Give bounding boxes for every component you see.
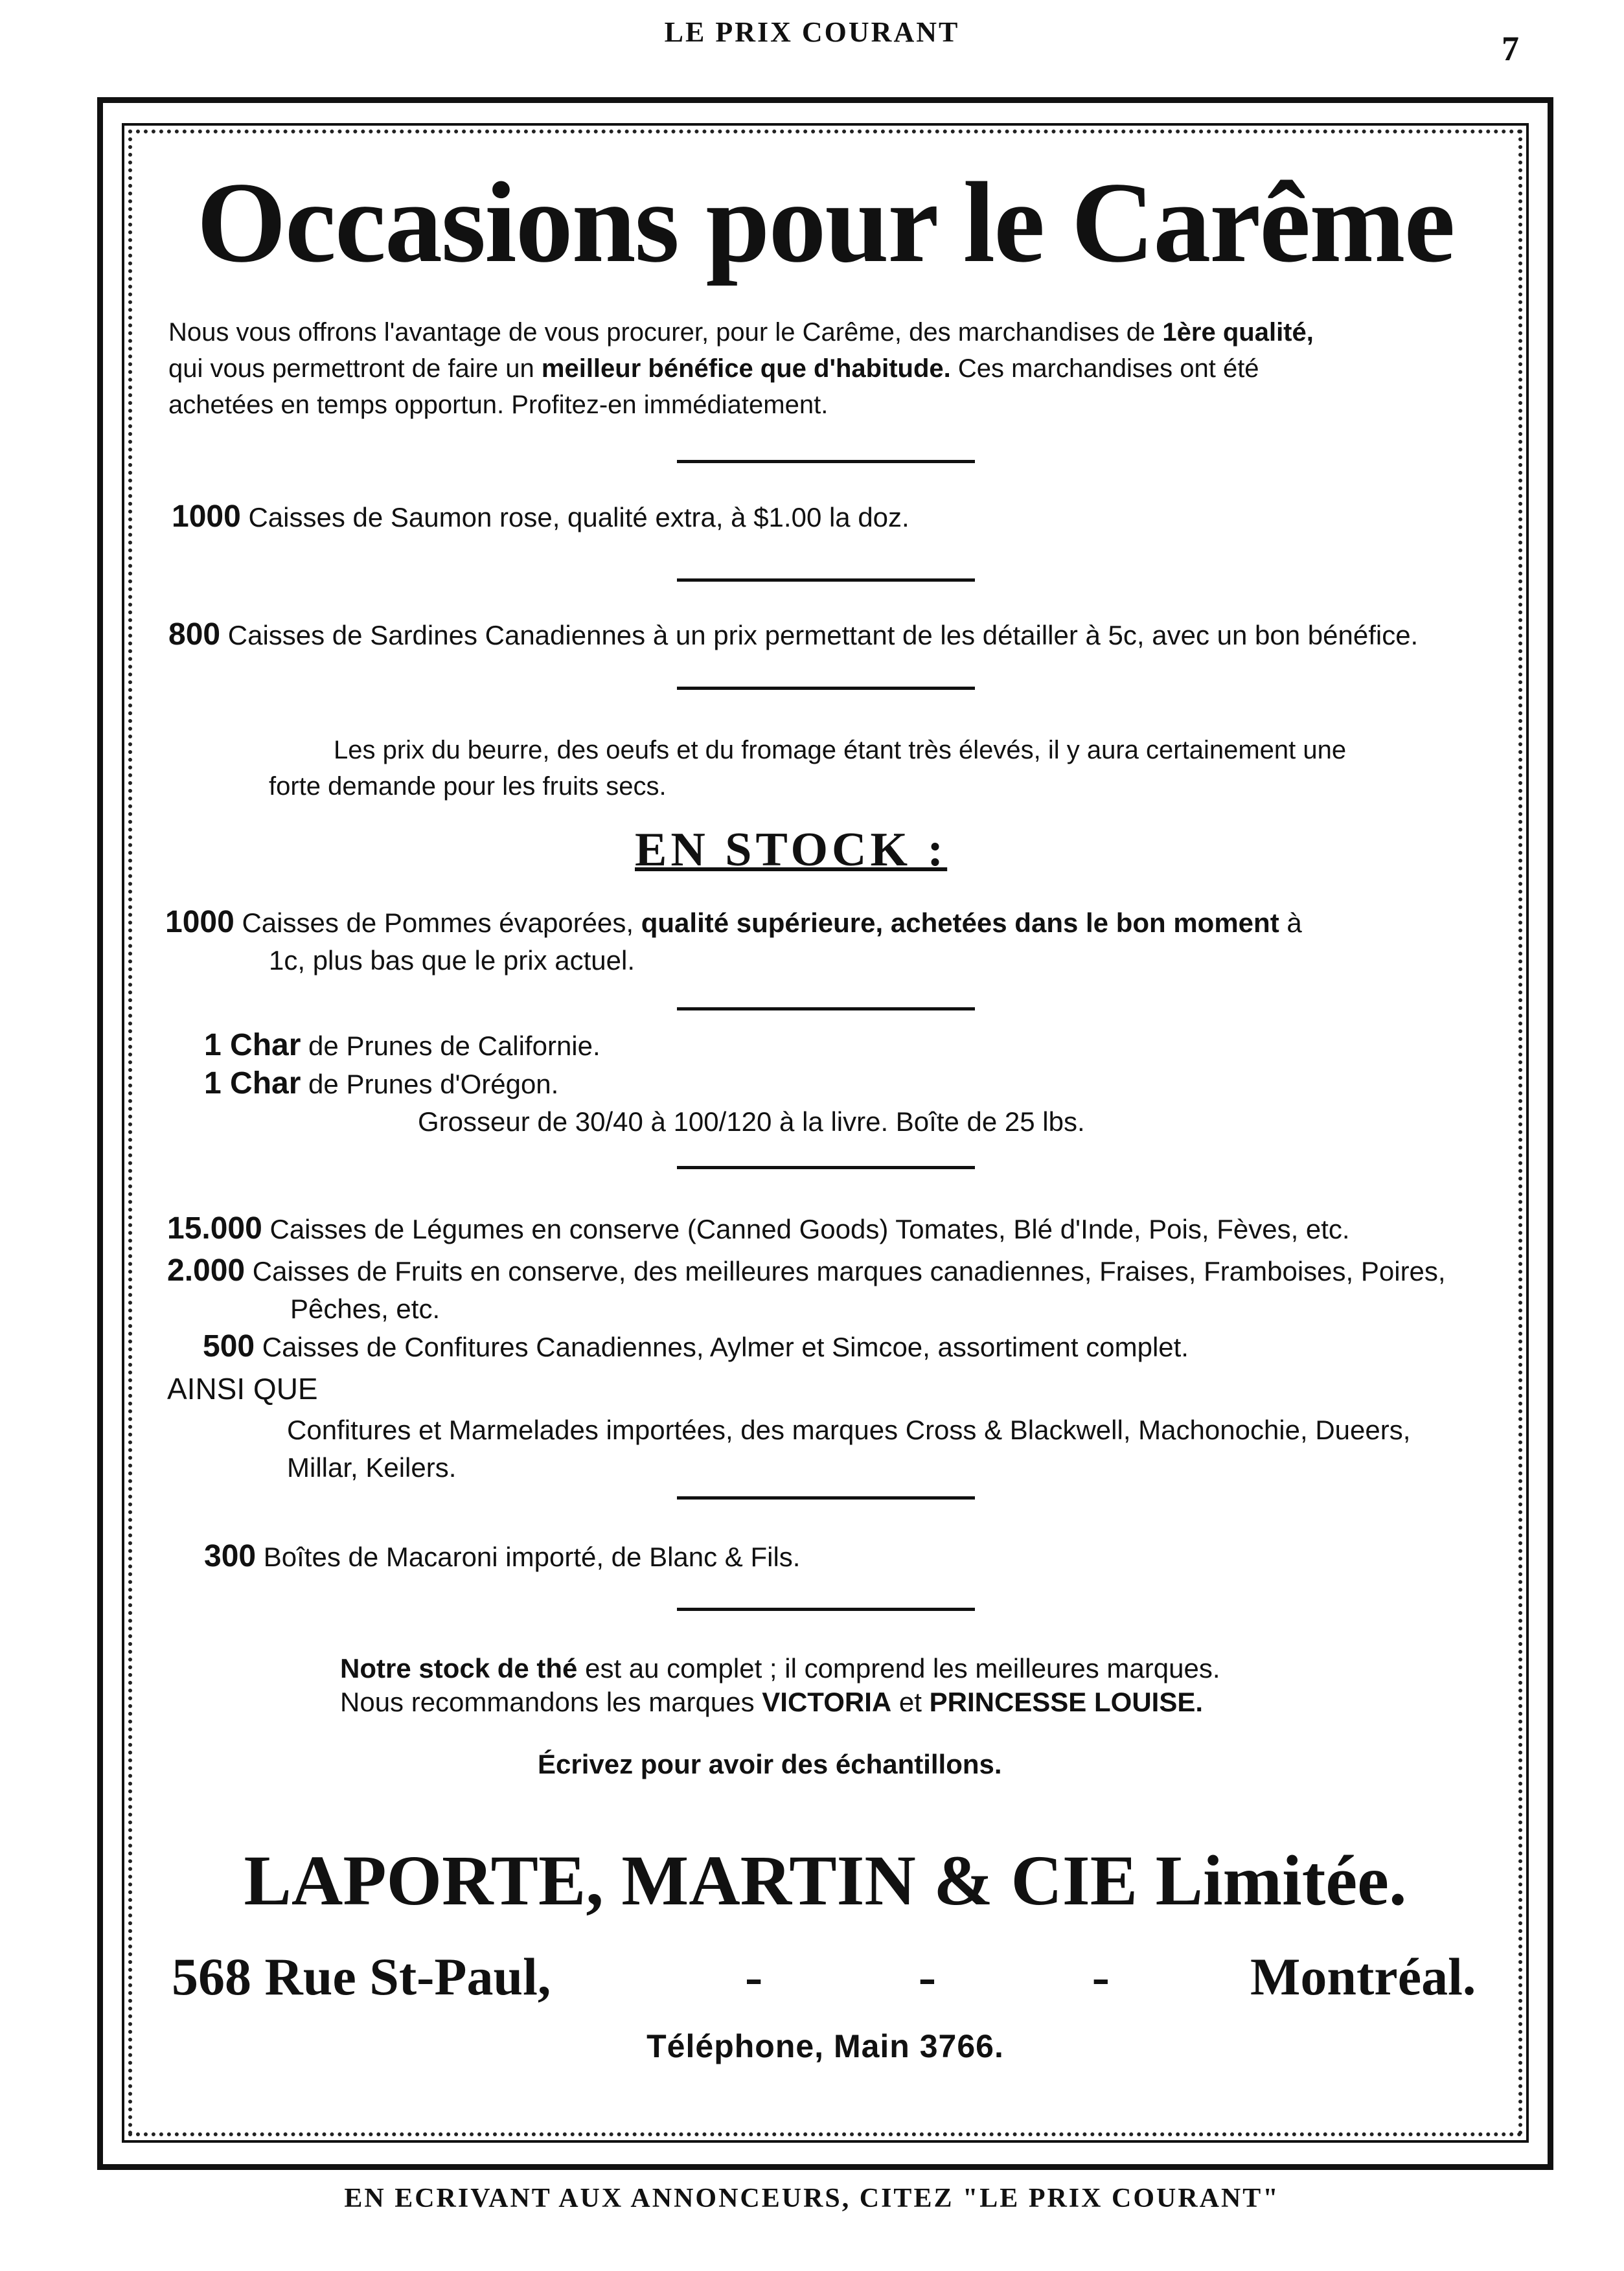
prunes-block: 1 Char de Prunes de Californie. 1 Char de Prunes d'Orégon. Grosseur de 30/40 à 100/120 à la livre. Boîte de 25 lbs. [204, 1027, 1085, 1141]
page-number: 7 [1502, 29, 1519, 68]
butter-note-line-1: Les prix du beurre, des oeufs et du fromage étant très élevés, il y aura certainement une [334, 736, 1347, 764]
item-sardines [168, 617, 1418, 652]
telephone: Téléphone, Main 3766. [646, 2028, 1004, 2064]
address-street: 568 Rue St-Paul, [172, 1947, 551, 2006]
divider-rule [677, 687, 975, 690]
item-salmon [172, 499, 909, 534]
footer-notice: EN ECRIVANT AUX ANNONCEURS, CITEZ "LE PRIX COURANT" [344, 2184, 1280, 2213]
profit-emphasis: meilleur bénéfice que d'habitude. [541, 354, 951, 383]
divider-rule [677, 578, 975, 582]
intro-line-2: qui vous permettront de faire un meilleur bénéfice que d'habitude. Ces marchandises ont été [168, 354, 1259, 383]
en-stock-heading: EN STOCK : [635, 823, 948, 876]
divider-rule [677, 1007, 975, 1010]
item-macaroni: 300 Boîtes de Macaroni importé, de Blanc & Fils. [204, 1539, 801, 1573]
address-separator: - - - [745, 1947, 1181, 2006]
canned-goods-block: 15.000 Caisses de Légumes en conserve (Canned Goods) Tomates, Blé d'Inde, Pois, Fèves, etc. 2.000 Caisses de Fruits en conserve, des meilleures marques canadiennes, Fraises, Framboises, Poires, Pêches, etc. 500 Caisses de Confitures Canadiennes, Aylmer et Simcoe, assortiment complet. AINSI QUE Confitures et Marmelades importées, des marques Cross & Blackwell, Machonochie, Dueers, Millar, Keilers. [167, 1208, 1489, 1485]
apples-line-2: 1c, plus bas que le prix actuel. [269, 945, 635, 976]
ainsi-que-label: AINSI QUE [167, 1372, 318, 1406]
item-apples: 1000 Caisses de Pommes évaporées, qualité supérieure, achetées dans le bon moment à 1c, plus bas que le prix actuel. [165, 904, 1480, 979]
divider-rule [677, 1166, 975, 1169]
divider-rule [677, 1496, 975, 1500]
fruits-qty: 2.000 [167, 1253, 246, 1288]
prunes-california-qty: 1 Char [204, 1028, 301, 1062]
prunes-size-line: Grosseur de 30/40 à 100/120 à la livre. Boîte de 25 lbs. [418, 1106, 1085, 1137]
apples-emphasis: qualité supérieure, achetées dans le bon moment [641, 907, 1279, 938]
divider-rule [677, 460, 975, 463]
item-description: Caisses de Sardines Canadiennes à un prix permettant de les détailler à 5c, avec un bon bénéfice. [220, 620, 1419, 650]
item-quantity: 800 [168, 617, 221, 652]
item-description: Caisses de Saumon rose, qualité extra, à $1.00 la doz. [240, 502, 909, 532]
item-quantity: 1000 [165, 905, 234, 939]
quality-emphasis: 1ère qualité, [1162, 318, 1314, 347]
company-name: LAPORTE, MARTIN & CIE Limitée. [244, 1841, 1407, 1920]
intro-line-3: achetées en temps opportun. Profitez-en immédiatement. [168, 391, 829, 419]
running-head: LE PRIX COURANT [664, 16, 960, 48]
item-quantity: 300 [204, 1539, 257, 1573]
brand-victoria: VICTORIA [762, 1687, 892, 1717]
intro-paragraph [168, 314, 1477, 423]
samples-request: Écrivez pour avoir des échantillons. [538, 1749, 1002, 1779]
ad-title: Occasions pour le Carême [196, 158, 1454, 286]
intro-line-1: Nous vous offrons l'avantage de vous procurer, pour le Carême, des marchandises de 1ère qualité, [168, 318, 1314, 347]
jams-qty: 500 [203, 1329, 255, 1364]
butter-note-line-2: forte demande pour les fruits secs. [269, 772, 667, 801]
divider-rule [677, 1608, 975, 1611]
butter-note [269, 732, 1480, 805]
vegetables-qty: 15.000 [167, 1211, 262, 1246]
item-quantity: 1000 [172, 499, 241, 534]
tea-stock-emphasis: Notre stock de thé [340, 1653, 578, 1683]
address-city: Montréal. [1250, 1947, 1476, 2006]
brand-princesse-louise: PRINCESSE LOUISE. [929, 1687, 1204, 1717]
prunes-oregon-qty: 1 Char [204, 1066, 301, 1101]
tea-block: Notre stock de thé est au complet ; il comprend les meilleures marques. Nous recommandons les marques VICTORIA et PRINCESSE LOUISE. [340, 1653, 1220, 1717]
